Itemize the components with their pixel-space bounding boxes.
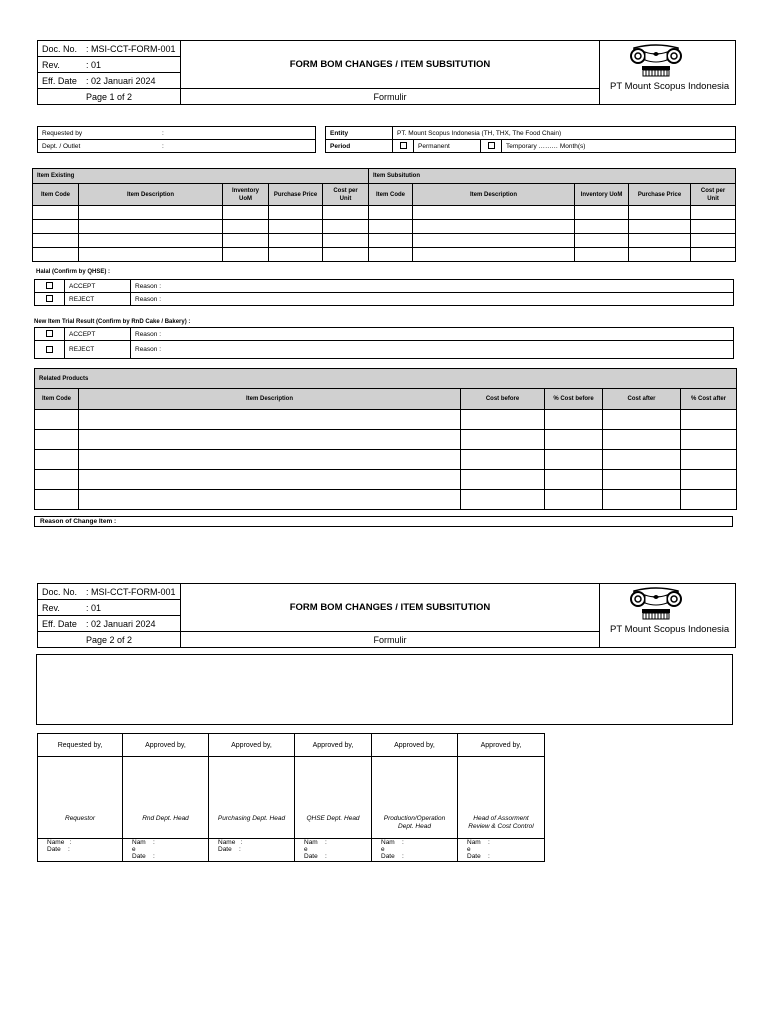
related-product-cell[interactable] [461,450,545,470]
checkbox-icon [46,330,53,337]
approval-header: Approved by, [295,734,372,757]
related-product-cell[interactable] [79,450,461,470]
related-product-cell[interactable] [681,450,737,470]
related-product-cell[interactable] [681,490,737,510]
approver-name-date[interactable]: Nam : e Date : [458,839,545,862]
doc-no-value: : MSI-CCT-FORM-001 [86,586,176,597]
document-header-page1 [37,40,736,105]
eff-date-label: Eff. Date [42,75,77,86]
related-product-cell[interactable] [35,410,79,430]
related-product-cell[interactable] [603,410,681,430]
item-cell[interactable] [269,248,323,262]
checkbox-icon [46,282,53,289]
trial-table [34,327,734,359]
related-product-cell[interactable] [545,490,603,510]
col-pct-cost-before: % Cost before [545,389,603,410]
signature-area[interactable] [38,757,123,815]
halal-reject-reason[interactable]: Reason : [131,293,734,306]
rev-label: Rev. [42,602,60,613]
halal-accept-label: ACCEPT [65,280,131,293]
dept-outlet-field[interactable] [38,140,316,153]
item-cell[interactable] [413,248,575,262]
doc-no-label: Doc. No. [42,43,78,54]
period-label: Period [326,140,393,153]
col-item-code: Item Code [35,389,79,410]
approver-role: Purchasing Dept. Head [209,815,295,839]
related-product-cell[interactable] [79,430,461,450]
item-cell[interactable] [575,206,629,220]
related-product-cell[interactable] [79,470,461,490]
formulir-label: Formulir [181,89,600,105]
trial-reject-label: REJECT [65,341,131,359]
item-cell[interactable] [629,248,691,262]
approver-role: Production/Operation Dept. Head [372,815,458,839]
col-cost-before: Cost before [461,389,545,410]
halal-title: Halal (Confirm by QHSE) : [36,269,111,275]
item-row [33,220,736,234]
page-number: Page 1 of 2 [38,89,181,105]
rev-cell [38,57,181,73]
item-cell[interactable] [369,206,413,220]
item-cell[interactable] [269,220,323,234]
checkbox-icon [46,346,53,353]
item-cell[interactable] [691,234,736,248]
related-product-cell[interactable] [681,470,737,490]
item-cell[interactable] [691,248,736,262]
item-cell[interactable] [369,220,413,234]
company-name: PT Mount Scopus Indonesia [610,624,730,635]
col-cost-per-unit: Cost per Unit [323,184,369,206]
item-cell[interactable] [323,248,369,262]
related-product-cell[interactable] [35,490,79,510]
item-cell[interactable] [413,206,575,220]
company-logo-cell [600,41,736,105]
checkbox-icon [46,295,53,302]
approval-signature-table [37,733,545,862]
reason-of-change-field[interactable]: Reason of Change Item : [34,516,733,527]
eff-date-cell [38,616,181,632]
item-row [33,206,736,220]
item-subsitution-title: Item Subsitution [369,169,736,184]
halal-table [34,279,734,306]
item-cell[interactable] [79,248,223,262]
rev-value: : 01 [86,602,102,613]
related-product-cell[interactable] [79,490,461,510]
item-cell[interactable] [33,248,79,262]
related-product-cell[interactable] [35,450,79,470]
related-products-title: Related Products [35,369,737,389]
rev-value: : 01 [86,59,102,70]
approver-role: Rnd Dept. Head [123,815,209,839]
related-product-cell[interactable] [681,430,737,450]
related-product-cell[interactable] [545,450,603,470]
item-cell[interactable] [223,248,269,262]
col-item-code: Item Code [369,184,413,206]
trial-accept-reason[interactable]: Reason : [131,328,734,341]
item-cell[interactable] [269,234,323,248]
item-change-table [32,168,736,262]
item-cell[interactable] [223,234,269,248]
item-cell[interactable] [575,248,629,262]
item-row [33,248,736,262]
col-purchase-price: Purchase Price [629,184,691,206]
item-cell[interactable] [223,220,269,234]
related-product-cell[interactable] [461,410,545,430]
related-product-cell[interactable] [79,410,461,430]
item-cell[interactable] [323,206,369,220]
form-title: FORM BOM CHANGES / ITEM SUBSITUTION [181,41,600,89]
item-cell[interactable] [629,234,691,248]
halal-reject-label: REJECT [65,293,131,306]
colon: : [162,142,164,150]
eff-date-cell [38,73,181,89]
approval-header: Approved by, [458,734,545,757]
approver-role: Head of Assorment Review & Cost Control [458,815,545,839]
page-number: Page 2 of 2 [38,632,181,648]
trial-reject-reason[interactable]: Reason : [131,341,734,359]
halal-reject-checkbox[interactable] [35,293,65,306]
document-header-page2 [37,583,736,648]
item-header-row [33,184,736,206]
item-cell[interactable] [33,220,79,234]
entity-label: Entity [326,127,393,140]
approver-name-date[interactable]: Nam : e Date : [372,839,458,862]
related-product-cell[interactable] [603,450,681,470]
col-cost-per-unit: Cost per Unit [691,184,736,206]
col-inventory-uom: Inventory UoM [575,184,629,206]
requested-by-label: Requested by [42,129,83,137]
related-product-row [35,410,737,430]
requester-table [37,126,316,153]
item-cell[interactable] [369,248,413,262]
related-product-cell[interactable] [461,490,545,510]
form-title: FORM BOM CHANGES / ITEM SUBSITUTION [181,584,600,632]
col-purchase-price: Purchase Price [269,184,323,206]
related-product-cell[interactable] [545,430,603,450]
approver-name-date[interactable]: Nam : e Date : [295,839,372,862]
approver-role: QHSE Dept. Head [295,815,372,839]
item-cell[interactable] [575,234,629,248]
signature-area[interactable] [372,757,458,815]
approver-name-date[interactable]: Name : Date : [209,839,295,862]
related-product-cell[interactable] [545,410,603,430]
item-cell[interactable] [323,220,369,234]
item-cell[interactable] [369,234,413,248]
item-cell[interactable] [323,234,369,248]
item-cell[interactable] [79,206,223,220]
item-cell[interactable] [629,220,691,234]
rev-cell [38,600,181,616]
related-product-cell[interactable] [461,470,545,490]
ionic-column-logo-icon [628,42,684,82]
halal-accept-checkbox[interactable] [35,280,65,293]
item-cell[interactable] [691,220,736,234]
col-pct-cost-after: % Cost after [681,389,737,410]
permanent-label: Permanent [414,140,481,153]
related-product-row [35,470,737,490]
trial-accept-checkbox[interactable] [35,328,65,341]
item-cell[interactable] [629,206,691,220]
approval-header: Approved by, [209,734,295,757]
reason-continuation-box[interactable] [36,654,733,725]
eff-date-value: : 02 Januari 2024 [86,75,156,86]
signature-area[interactable] [209,757,295,815]
approval-header: Approved by, [372,734,458,757]
item-row [33,234,736,248]
related-product-cell[interactable] [35,470,79,490]
item-cell[interactable] [33,206,79,220]
item-cell[interactable] [575,220,629,234]
checkbox-icon [400,142,407,149]
col-item-description: Item Description [79,184,223,206]
trial-reject-checkbox[interactable] [35,341,65,359]
colon: : [162,129,164,137]
company-logo-cell [600,584,736,648]
requested-by-field[interactable] [38,127,316,140]
item-cell[interactable] [691,206,736,220]
col-inventory-uom: Inventory UoM [223,184,269,206]
doc-no-cell [38,584,181,600]
entity-value: PT. Mount Scopus Indonesia (TH, THX, The Food Chain) [393,127,736,140]
trial-title: New Item Trial Result (Confirm by RnD Cake / Bakery) : [34,319,191,325]
approver-role: Requestor [38,815,123,839]
item-cell[interactable] [413,234,575,248]
related-product-cell[interactable] [681,410,737,430]
formulir-label: Formulir [181,632,600,648]
approval-header: Approved by, [123,734,209,757]
doc-no-cell [38,41,181,57]
item-cell[interactable] [269,206,323,220]
col-cost-after: Cost after [603,389,681,410]
checkbox-icon [488,142,495,149]
approval-header: Requested by, [38,734,123,757]
entity-table [325,126,736,153]
related-product-cell[interactable] [545,470,603,490]
related-product-cell[interactable] [603,470,681,490]
approver-name-date[interactable]: Name : Date : [38,839,123,862]
item-existing-title: Item Existing [33,169,369,184]
temporary-checkbox[interactable] [481,140,502,153]
signature-area[interactable] [458,757,545,815]
related-product-row [35,490,737,510]
doc-no-value: : MSI-CCT-FORM-001 [86,43,176,54]
item-cell[interactable] [79,220,223,234]
col-item-description: Item Description [79,389,461,410]
halal-accept-reason[interactable]: Reason : [131,280,734,293]
approver-name-date[interactable]: Nam : e Date : [123,839,209,862]
col-item-description: Item Description [413,184,575,206]
temporary-label: Temporary ……… Month(s) [502,140,736,153]
related-product-cell[interactable] [603,490,681,510]
item-cell[interactable] [223,206,269,220]
item-cell[interactable] [33,234,79,248]
eff-date-label: Eff. Date [42,618,77,629]
related-product-cell[interactable] [603,430,681,450]
related-product-row [35,450,737,470]
ionic-column-logo-icon [628,585,684,625]
permanent-checkbox[interactable] [393,140,414,153]
signature-area[interactable] [295,757,372,815]
signature-area[interactable] [123,757,209,815]
related-product-row [35,430,737,450]
company-name: PT Mount Scopus Indonesia [610,81,730,92]
related-products-table [34,368,737,510]
dept-outlet-label: Dept. / Outlet [42,142,81,150]
col-item-code: Item Code [33,184,79,206]
eff-date-value: : 02 Januari 2024 [86,618,156,629]
item-cell[interactable] [79,234,223,248]
doc-no-label: Doc. No. [42,586,78,597]
related-product-cell[interactable] [461,430,545,450]
related-product-cell[interactable] [35,430,79,450]
rev-label: Rev. [42,59,60,70]
trial-accept-label: ACCEPT [65,328,131,341]
item-cell[interactable] [413,220,575,234]
